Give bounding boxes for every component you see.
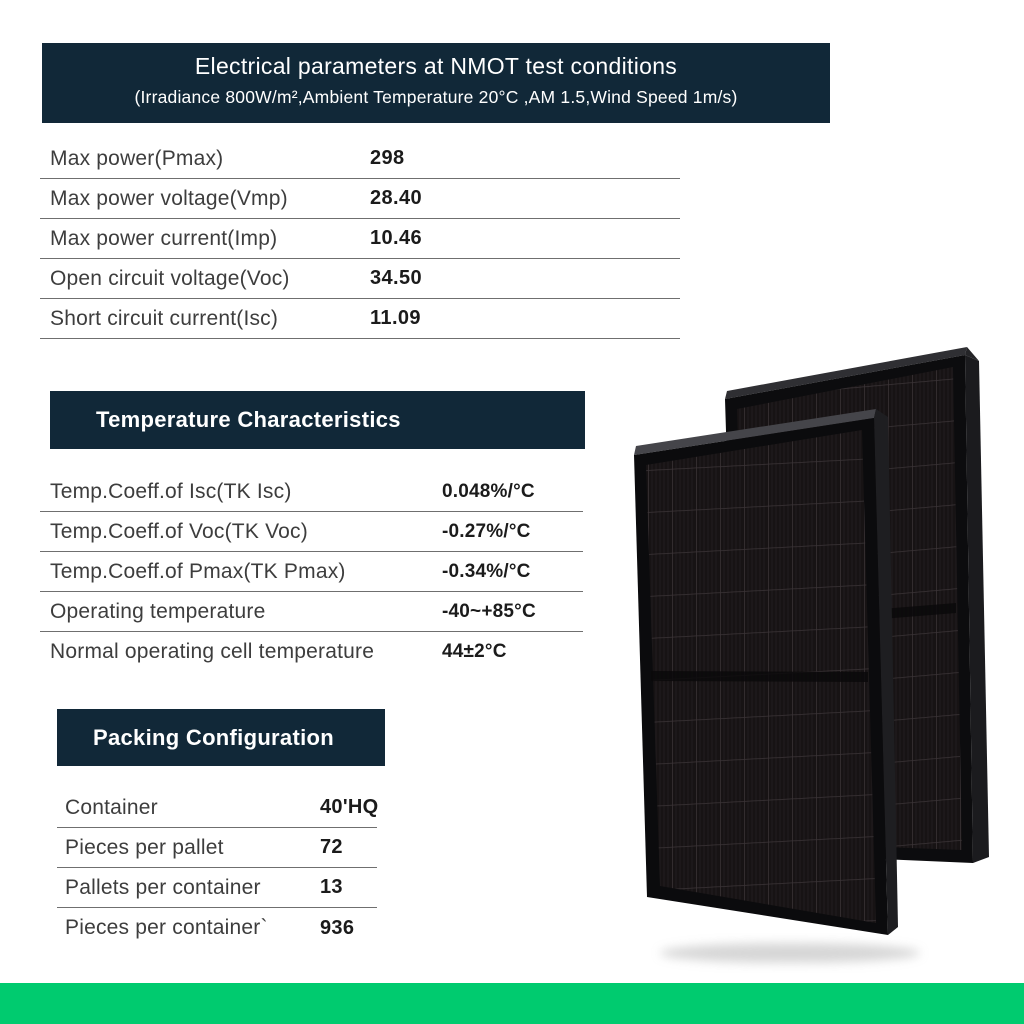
table-row [40, 219, 680, 259]
row-label: Pieces per pallet [65, 835, 224, 859]
row-value: -0.34%/°C [442, 560, 531, 582]
row-label: Container [65, 795, 158, 819]
temperature-table [40, 472, 583, 672]
electrical-title: Electrical parameters at NMOT test conditions [194, 53, 678, 79]
row-label: Temp.Coeff.of Voc(TK Voc) [50, 519, 308, 543]
table-row [40, 139, 680, 179]
row-value: 44±2°C [442, 641, 507, 662]
temperature-header [50, 391, 585, 449]
table-row [40, 632, 583, 672]
table-row [40, 299, 680, 339]
row-value: 936 [320, 916, 355, 939]
row-value: 13 [320, 876, 343, 898]
table-row [40, 512, 583, 552]
row-label: Pieces per container` [65, 916, 268, 939]
row-label: Open circuit voltage(Voc) [50, 266, 290, 290]
row-label: Short circuit current(Isc) [50, 306, 279, 330]
table-row [40, 259, 680, 299]
row-value: 0.048%/°C [442, 480, 535, 502]
row-label: Max power current(Imp) [50, 226, 278, 250]
row-label: Max power(Pmax) [50, 146, 224, 170]
row-value: 72 [320, 836, 343, 858]
temperature-title: Temperature Characteristics [96, 407, 401, 432]
row-label: Temp.Coeff.of Isc(TK Isc) [50, 479, 292, 503]
row-value: 11.09 [370, 307, 421, 329]
row-value: 34.50 [370, 267, 423, 289]
packing-header [57, 709, 385, 766]
table-row [40, 179, 680, 219]
table-row [40, 592, 583, 632]
footer-accent-bar [0, 983, 1024, 1024]
packing-table [57, 788, 377, 948]
table-row [57, 828, 377, 868]
row-label: Max power voltage(Vmp) [50, 186, 288, 210]
table-row [57, 868, 377, 908]
table-row [40, 552, 583, 592]
table-row [57, 908, 377, 948]
table-row [40, 472, 583, 512]
row-label: Pallets per container [65, 875, 261, 899]
electrical-header [42, 43, 830, 123]
row-value: 298 [370, 147, 405, 169]
row-value: -40~+85°C [442, 600, 536, 622]
electrical-table [40, 139, 680, 339]
solar-panel-front [634, 409, 898, 935]
table-row [57, 788, 377, 828]
row-value: 40'HQ [320, 796, 379, 818]
panel-shadow [660, 943, 920, 963]
row-label: Normal operating cell temperature [50, 640, 375, 663]
packing-title: Packing Configuration [93, 725, 334, 750]
electrical-subtitle: (Irradiance 800W/m²,Ambient Temperature 20°C ,AM 1.5,Wind Speed 1m/s) [134, 87, 738, 107]
row-label: Operating temperature [50, 599, 266, 623]
row-value: -0.27%/°C [442, 520, 531, 542]
solar-panel-rear [725, 347, 989, 863]
row-value: 10.46 [370, 227, 423, 249]
row-value: 28.40 [370, 187, 423, 209]
row-label: Temp.Coeff.of Pmax(TK Pmax) [50, 559, 346, 583]
